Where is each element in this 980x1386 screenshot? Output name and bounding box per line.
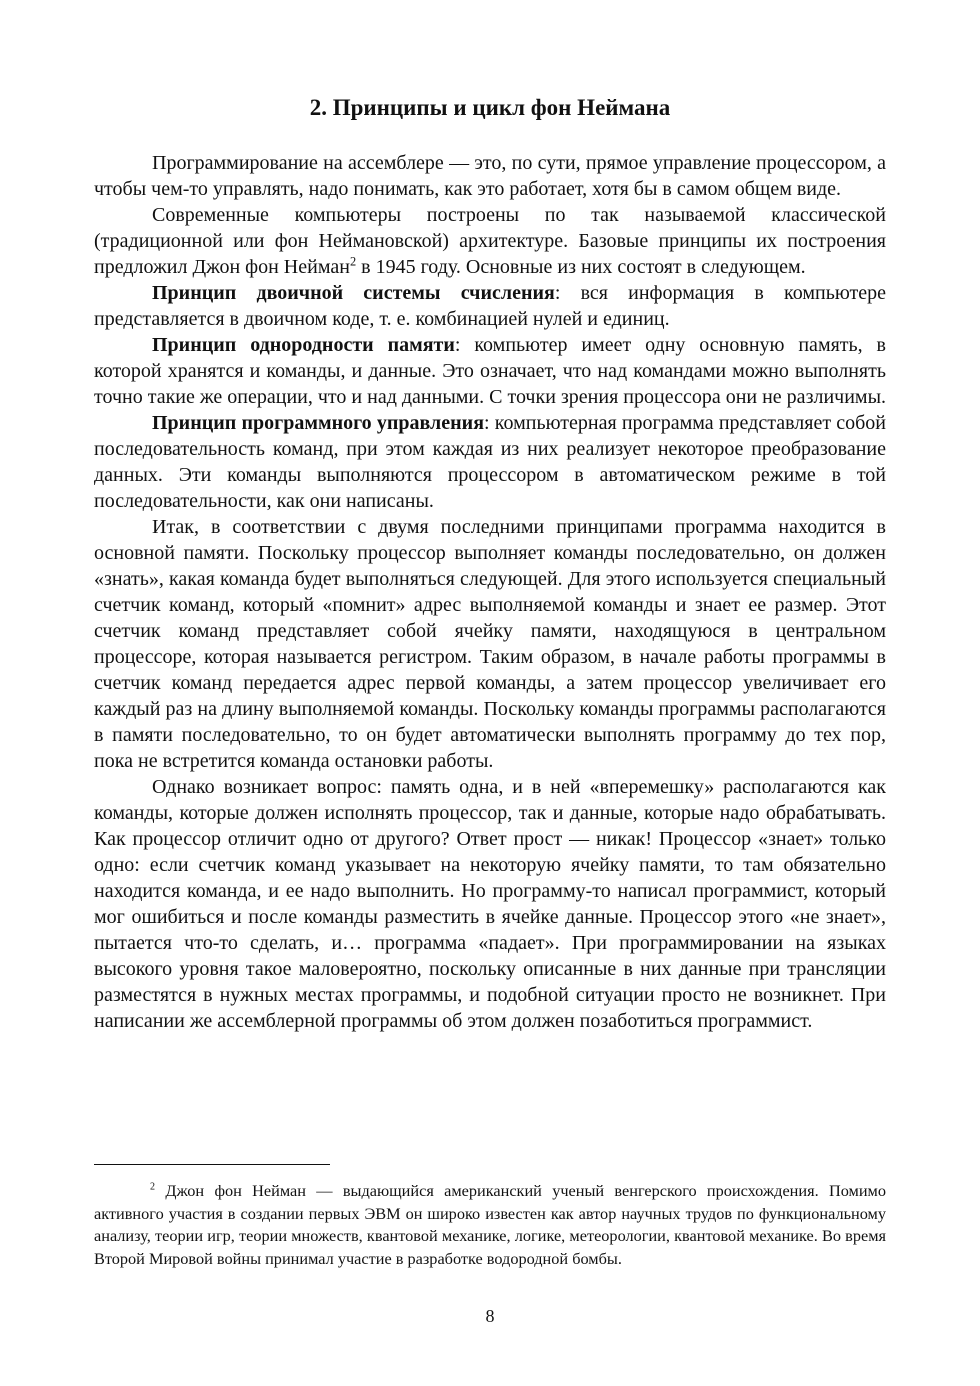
footnote-reference[interactable]: 2	[349, 254, 357, 269]
page-number: 8	[485, 1306, 495, 1326]
paragraph-text: : компьютер имеет одну основную память, в которой хранятся и команды, и данные. Это означает, что над командами можно выполнять точно такие же операции, что и над данными. С точки зрения процессора они не различимы.	[94, 334, 887, 408]
paragraph-mixed-memory	[94, 774, 886, 1034]
section-title: 2. Принципы и цикл фон Неймана	[309, 95, 671, 120]
paragraph-text: : компьютерная программа представляет собой последовательность команд, при этом каждая из них реализует некоторое преобразование данных. Эти команды выполняются процессором в автоматическом режиме в той последовательности, как они написаны.	[94, 412, 887, 512]
footnote	[94, 1180, 886, 1270]
body-text	[94, 150, 886, 1034]
paragraph-text: : вся информация в компьютере представляется в двоичном коде, т. е. комбинацией нулей и единиц.	[94, 282, 886, 330]
paragraph-program-control-principle	[94, 410, 886, 514]
footnote-separator	[94, 1164, 330, 1165]
footnote-marker: 2	[150, 1181, 156, 1193]
paragraph-text: Итак, в соответствии с двумя последними принципами программа находится в основной памяти. Поскольку процессор выполняет команды последовательно, он должен «знать», какая команда будет выполняться следующей. Для этого используется специальный счетчик команд, который «помнит» адрес выполняемой команды и знает ее размер. Этот счетчик команд представляет собой ячейку памяти, находящуюся в центральном процессоре, которая называется регистром. Таким образом, в начале работы программы в счетчик команд передается адрес первой команды, а затем процессор увеличивает его каждый раз на длину выполняемой команды. Поскольку команды программы располагаются в памяти последовательно, то он будет автоматически выполнять программу до тех пор, пока не встретится команда остановки работы.	[94, 516, 886, 772]
paragraph-binary-principle	[94, 280, 886, 332]
principle-term: Принцип программного управления	[152, 412, 485, 434]
paragraph-memory-principle	[94, 332, 886, 410]
footnote-text: Джон фон Нейман — выдающийся американский ученый венгерского происхождения. Помимо активного участия в создании первых ЭВМ он широко известен как автор научных трудов по функциональному анализу, теории игр, теории множеств, квантовой механике, логике, метеорологии, квантовой механике. Во время Второй Мировой войны принимал участие в разработке водородной бомбы.	[94, 1181, 886, 1268]
principle-term: Принцип однородности памяти	[152, 334, 455, 356]
paragraph-text: Однако возникает вопрос: память одна, и в ней «вперемешку» располагаются как команды, которые должен исполнять процессор, так и данные, которые надо обрабатывать. Как процессор отличит одно от другого? Ответ прост — никак! Процессор «знает» только одно: если счетчик команд указывает на некоторую ячейку памяти, то там обязательно находится команда, и ее надо выполнить. Но программу-то написал программист, который мог ошибиться и после команды разместить в ячейке данные. Процессор этого «не знает», пытается что-то сделать, и… программа «падает». При программировании на языках высокого уровня такое маловероятно, поскольку описанные в них данные при трансляции разместятся в нужных местах программы, и подобной ситуации просто не возникнет. При написании же ассемблерной программы об этом должен позаботиться программист.	[94, 776, 886, 1032]
paragraph-program-counter	[94, 514, 886, 774]
paragraph-text: Современные компьютеры построены по так называемой классической (традиционной или фон Неймановской) архитектуре. Базовые принципы их построения предложил Джон фон Нейман	[94, 204, 886, 278]
paragraph-intro	[94, 150, 886, 202]
principle-term: Принцип двоичной системы счисления	[152, 282, 555, 304]
paragraph-architecture	[94, 202, 886, 280]
paragraph-text: в 1945 году. Основные из них состоят в следующем.	[356, 256, 806, 278]
paragraph-text: Программирование на ассемблере — это, по сути, прямое управление процессором, а чтобы чем-то управлять, надо понимать, как это работает, хотя бы в самом общем виде.	[94, 152, 886, 200]
